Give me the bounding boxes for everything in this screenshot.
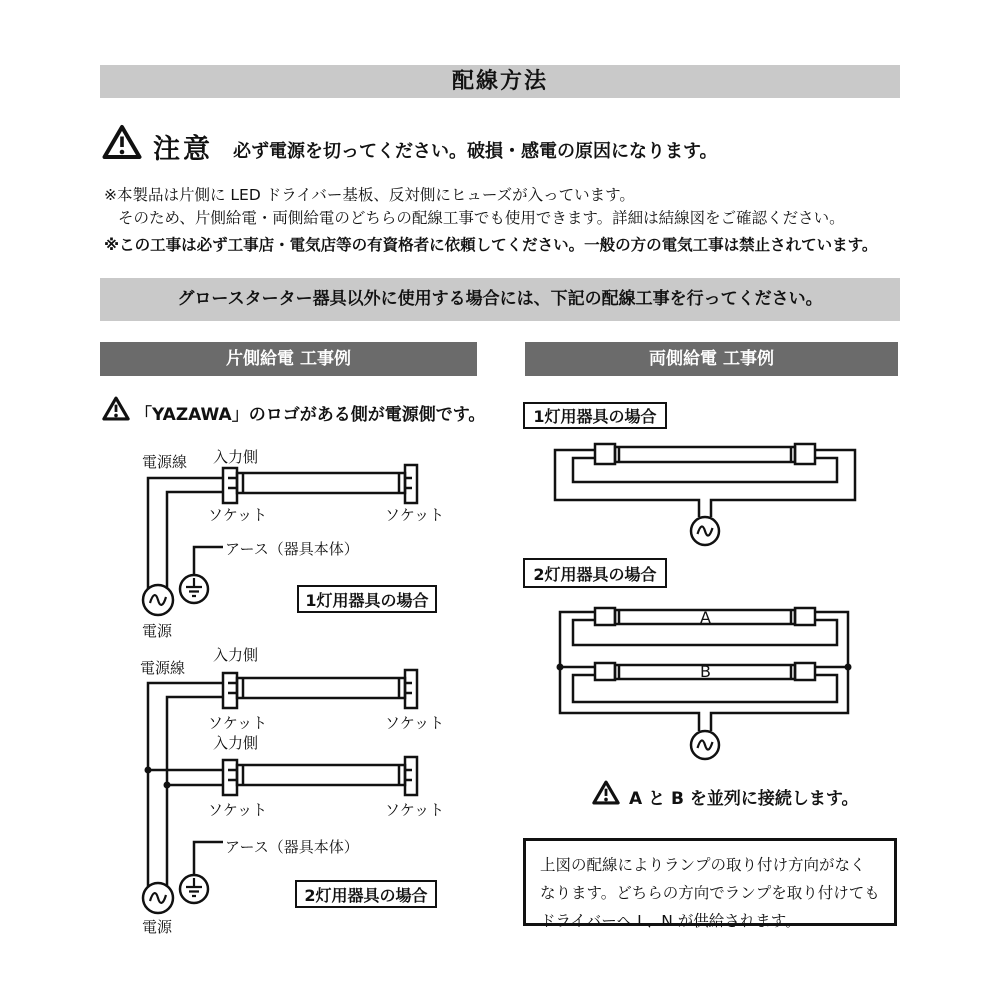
lamp-tube <box>237 765 405 785</box>
caption-two-lamp-left: 2灯用器具の場合 <box>295 880 437 908</box>
note-line-3: ※この工事は必ず工事店・電気店等の有資格者に依頼してください。一般の方の電気工事は禁止されています。 <box>104 236 878 254</box>
wire-outer-right <box>711 450 855 517</box>
lamp-tube <box>615 447 795 462</box>
socket-left <box>223 760 237 795</box>
label-input-side: 入力側 <box>213 734 259 752</box>
junction-dot <box>164 782 171 789</box>
socket-right <box>405 757 417 795</box>
junction-dot <box>845 664 852 671</box>
both-side-two-lamp-diagram <box>525 598 905 773</box>
lamp-a-label: A <box>700 608 711 627</box>
sine-wave <box>150 893 166 903</box>
label-earth: アース（器具本体） <box>225 838 359 856</box>
lamp-tube <box>237 678 405 698</box>
label-input-side: 入力側 <box>213 448 259 466</box>
caption-one-lamp-left: 1灯用器具の場合 <box>297 585 437 613</box>
caption-one-lamp-right: 1灯用器具の場合 <box>523 402 667 429</box>
label-socket: ソケット <box>385 714 445 732</box>
warning-triangle-icon <box>102 396 130 421</box>
junction-dot <box>145 767 152 774</box>
label-socket: ソケット <box>385 506 445 524</box>
sine-wave <box>698 526 713 535</box>
socket-right <box>405 465 417 503</box>
yazawa-warning-text: 「YAZAWA」のロゴがある側が電源側です。 <box>135 405 486 425</box>
label-power: 電源 <box>142 918 173 936</box>
label-socket: ソケット <box>208 714 268 732</box>
caption-two-lamp-right: 2灯用器具の場合 <box>523 558 667 588</box>
single-side-one-lamp-diagram <box>120 440 480 645</box>
label-socket: ソケット <box>208 801 268 819</box>
lamp-pins <box>228 770 237 780</box>
label-socket: ソケット <box>385 801 445 819</box>
lamp-pins <box>228 683 237 693</box>
direction-note-box: 上図の配線によりランプの取り付け方向がなくなります。どちらの方向でランプを取り付けてもドライバーへ L、N が供給されます。 <box>523 838 897 926</box>
sine-wave <box>150 595 166 605</box>
socket-left <box>223 468 237 503</box>
wire-outer-left <box>560 612 699 731</box>
wire <box>148 478 223 589</box>
socket-left <box>595 663 615 680</box>
both-side-one-lamp-diagram <box>525 438 905 563</box>
sine-wave <box>698 740 713 749</box>
ground-symbol <box>186 878 202 896</box>
socket-left <box>595 608 615 625</box>
caution-heading: 注意 <box>153 134 213 165</box>
section-header-both-side: 両側給電 工事例 <box>525 342 898 376</box>
label-socket: ソケット <box>208 506 268 524</box>
lamp-b-label: B <box>700 662 711 681</box>
socket-right <box>795 663 815 680</box>
label-input-side: 入力側 <box>213 646 259 664</box>
label-earth: アース（器具本体） <box>225 540 359 558</box>
parallel-connection-note: A と B を並列に接続します。 <box>629 789 859 809</box>
socket-left <box>595 444 615 464</box>
warning-triangle-icon <box>102 124 142 160</box>
socket-right <box>795 444 815 464</box>
label-power: 電源 <box>142 622 173 640</box>
wire-outer-right <box>711 612 848 731</box>
earth-wire <box>194 842 223 875</box>
note-line-2: そのため、片側給電・両側給電のどちらの配線工事でも使用できます。詳細は結線図をご確認ください。 <box>118 209 845 227</box>
wire-outer-left <box>555 450 699 517</box>
lamp-pins <box>228 478 237 488</box>
socket-right <box>795 608 815 625</box>
label-power-line: 電源線 <box>142 453 188 471</box>
section-header-single-side: 片側給電 工事例 <box>100 342 477 376</box>
caution-text: 必ず電源を切ってください。破損・感電の原因になります。 <box>233 141 718 162</box>
ground-symbol <box>186 578 202 596</box>
lamp-tube <box>237 473 405 493</box>
page-title: 配線方法 <box>100 65 900 98</box>
earth-wire <box>194 547 223 575</box>
socket-left <box>223 673 237 708</box>
note-line-1: ※本製品は片側に LED ドライバー基板、反対側にヒューズが入っています。 <box>104 186 635 204</box>
instruction-banner: グロースターター器具以外に使用する場合には、下記の配線工事を行ってください。 <box>100 278 900 321</box>
label-power-line: 電源線 <box>140 659 186 677</box>
socket-right <box>405 670 417 708</box>
warning-triangle-icon <box>592 780 620 805</box>
junction-dot <box>557 664 564 671</box>
